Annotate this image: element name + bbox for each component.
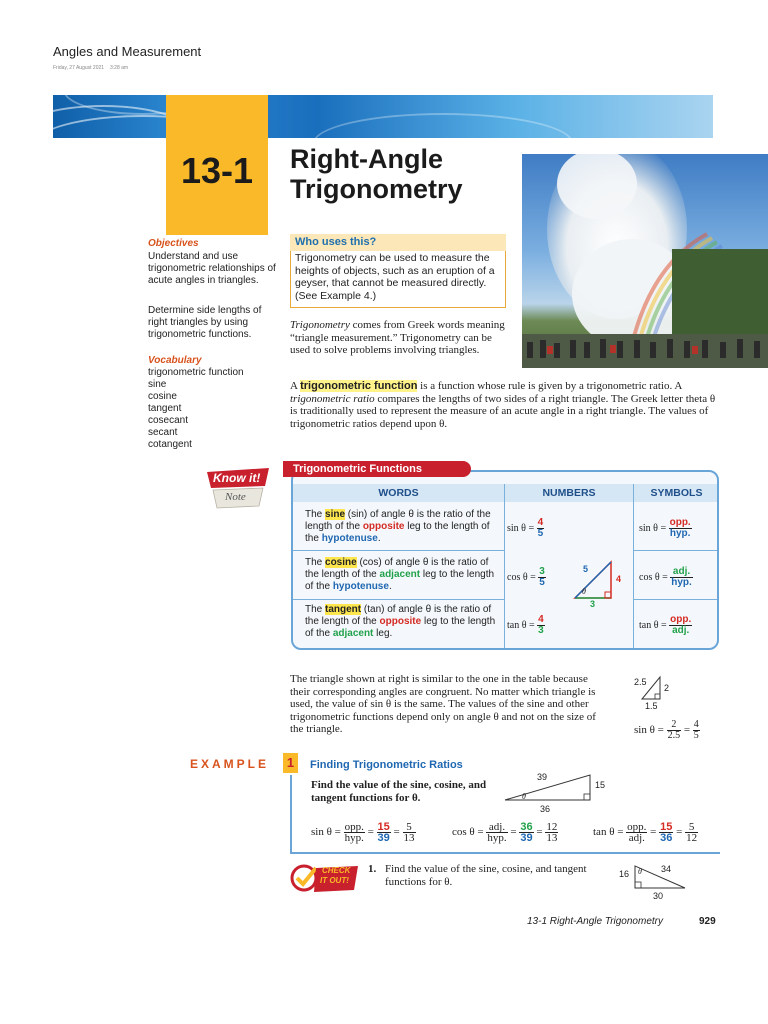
tri-opp-label: 4 [616,574,622,584]
example-title: Finding Trigonometric Ratios [310,759,463,771]
footer-lesson-title: 13-1 Right-Angle Trigonometry [527,916,663,927]
notebook-date: Friday, 27 August 2021 [53,65,105,71]
objective-1: Understand and use trigonometric relationships of acute angles in triangles. [148,251,276,286]
cosine-symbols: cos θ = $\frac{\text{adj.}}{\text{hyp.}}$ [639,566,692,588]
term-tangent: tangent [325,604,362,615]
tri-angle-label: θ [582,587,586,596]
example-prompt: Find the value of the sine, cosine, and tangent functions for θ. [311,779,487,804]
term-trigonometry: Trigonometry [290,319,350,331]
page-number: 929 [699,916,716,927]
sine-definition: The sine (sin) of angle θ is the ratio of the length of the opposite leg to the length of the hypotenuse. [305,509,491,544]
who-uses-this-body: Trigonometry can be used to measure the heights of objects, such as an eruption of a geyser, that cannot be measured directly. (See Example 4.) [290,251,506,308]
example-border-bottom [290,852,720,854]
ex-tri-hyp: 39 [537,772,548,782]
check-tri-angle: θ [638,867,642,876]
example-border-left [290,775,292,853]
intro-paragraph [290,319,512,357]
intro-text: comes from Greek words meaning “triangle measurement.” Trigonometry can be used to solve problems involving triangles. [290,319,505,356]
tri-adj-label: 3 [590,599,596,609]
definition-text: A [290,380,301,392]
check-number: 1. [368,863,377,875]
similar-sine-equation: sin θ = $\frac{2}{2.5}$ = $\frac{4}{5}$ [634,719,699,741]
ex-tri-adj: 36 [540,804,551,814]
lesson-title: Right-Angle [290,144,443,174]
trig-functions-tab: Trigonometric Functions [283,461,471,477]
example-number: 1 [283,753,298,773]
small-tri-hyp: 2.5 [634,677,647,687]
term-cosine: cosine [325,557,357,568]
check-triangle [615,860,695,902]
example-triangle [500,770,610,815]
vocab-item: cosine [148,391,177,402]
example-cosine-solution: cos θ = $\frac{\text{adj.}}{\text{hyp.}}$ = $\frac{36}{39}$ = $\frac{12}{13}$ [452,821,558,844]
term-trigonometric-function: trigonometric function [300,380,418,392]
example-sine-solution: sin θ = $\frac{\text{opp.}}{\text{hyp.}}$ = $\frac{15}{39}$ = $\frac{5}{13}$ [311,821,415,844]
tangent-symbols: tan θ = $\frac{\text{opp.}}{\text{adj.}}$ [639,614,692,636]
vocab-item: cosecant [148,415,189,426]
know-it-label: Know it! [213,471,261,485]
small-tri-opp: 2 [664,683,670,693]
lesson-banner [53,95,713,138]
lesson-number: 13-1 [180,150,254,191]
header-numbers: NUMBERS [505,484,633,502]
vocab-item: sine [148,379,167,390]
check-question: Find the value of the sine, cosine, and tangent functions for θ. [385,863,587,888]
vocab-list [148,367,244,451]
check-tri-left: 16 [619,869,630,879]
small-tri-adj: 1.5 [645,701,658,711]
definition-text: compares the lengths of two sides of a right triangle. The Greek letter theta θ is traditionally used to represent the measure of an acute angle in a right triangle. The values of trigonometric ratios depend upon θ. [290,392,716,430]
check-label: CHECK [322,866,351,875]
vocabulary-heading: Vocabulary [148,355,202,366]
vocab-item: cotangent [148,439,192,450]
objective-2: Determine side lengths of right triangles by using trigonometric functions. [148,305,262,340]
tri-hyp-label: 5 [583,564,589,574]
sine-numbers: sin θ = $\frac{4}{5}$ [507,517,544,539]
vocab-item: tangent [148,403,182,414]
term-trigonometric-ratio: trigonometric ratio [290,392,375,405]
sine-symbols: sin θ = $\frac{\text{opp.}}{\text{hyp.}}$ [639,517,691,539]
lesson-title-line2: Trigonometry [290,174,463,204]
trig-functions-table [291,470,719,650]
example-label: EXAMPLE [190,757,270,771]
know-it-note-badge [203,466,273,510]
check-tri-hyp: 34 [661,864,672,874]
header-symbols: SYMBOLS [634,484,719,502]
example-tangent-solution: tan θ = $\frac{\text{opp.}}{\text{adj.}}$ = $\frac{15}{36}$ = $\frac{5}{12}$ [593,821,698,844]
definition-paragraph [290,380,718,430]
header-words: WORDS [293,484,504,502]
notebook-time: 3:28 am [110,65,129,71]
objectives-heading: Objectives [148,238,199,249]
geyser-photo [522,154,768,368]
tangent-definition: The tangent (tan) of angle θ is the ratio of the length of the opposite leg to the length of the adjacent leg. [305,604,496,639]
notebook-page-title[interactable]: Angles and Measurement [53,44,202,59]
ex-tri-opp: 15 [595,780,606,790]
definition-text: is a function whose rule is given by a trigonometric ratio. A [417,380,682,392]
cosine-numbers: cos θ = $\frac{3}{5}$ [507,566,545,588]
term-sine: sine [325,509,346,520]
similar-triangle-paragraph: The triangle shown at right is similar to the one in the table because their corresponding angles are congruent. No matter which triangle is used, the value of sin θ is the same. The values of the sine and other trigonometric functions depend only on angle θ and not on the size of the triangle. [290,673,596,735]
check-it-out-badge [290,862,360,894]
vocab-item: secant [148,427,178,438]
check-tri-bottom: 30 [653,891,664,901]
cosine-definition: The cosine (cos) of angle θ is the ratio of the length of the adjacent leg to the length of the hypotenuse. [305,557,495,592]
tangent-numbers: tan θ = $\frac{4}{3}$ [507,614,544,636]
vocab-item: trigonometric function [148,367,244,378]
who-uses-this-box [290,234,506,308]
it-out-label: IT OUT! [320,876,349,885]
note-label: Note [225,491,246,503]
who-uses-this-heading: Who uses this? [290,234,506,251]
reference-triangle [565,556,631,616]
ex-tri-angle: θ [522,792,526,801]
similar-triangle-figure [630,673,690,713]
